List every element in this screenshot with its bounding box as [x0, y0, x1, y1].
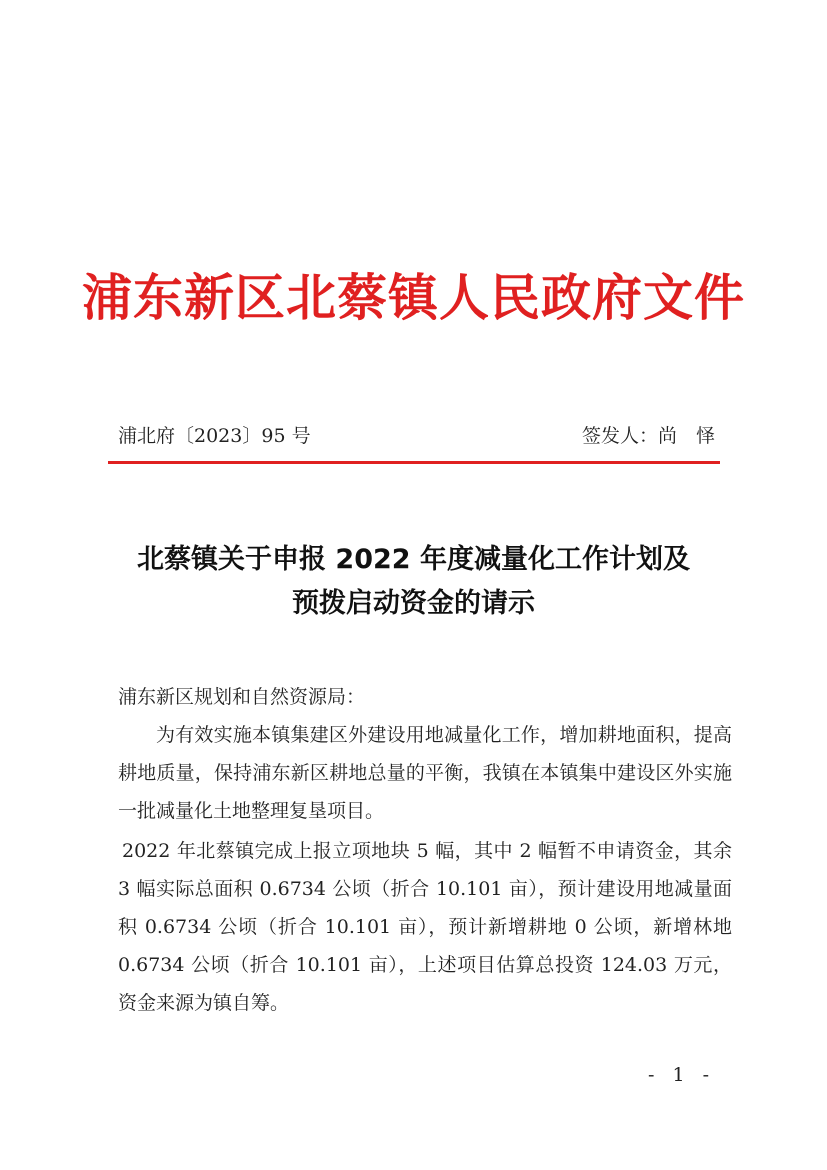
body-paragraph-1: 为有效实施本镇集建区外建设用地减量化工作，增加耕地面积，提高耕地质量，保持浦东新区耕地总量的平衡，我镇在本镇集中建设区外实施一批减量化土地整理复垦项目。 [118, 724, 732, 822]
signer: 签发人：尚 怿 [581, 425, 715, 447]
body-paragraph-2: 2022 年北蔡镇完成上报立项地块 5 幅，其中 2 幅暂不申请资金，其余 3 幅实际总面积 0.6734 公顷（折合 10.101 亩），预计建设用地减量面积 0.6734 公顷（折合 10.101 亩），预计新增耕地 0 公顷，新增林地 0.6734 公顷（折合 10.101 亩），上述项目估算总投资 124.03 万元，资金来源为镇自筹。 [118, 840, 732, 1014]
red-divider-line [108, 461, 720, 464]
subject-title-line-1: 北蔡镇关于申报 2022 年度减量化工作计划及 [137, 544, 690, 575]
document-body [118, 678, 732, 1022]
subject-title-line-2: 预拨启动资金的请示 [292, 588, 535, 619]
subject-title [100, 538, 727, 626]
document-header-title: 浦东新区北蔡镇人民政府文件 [82, 268, 745, 327]
page-number: - 1 - [648, 1064, 716, 1086]
document-number: 浦北府〔2023〕95 号 [118, 425, 311, 447]
salutation: 浦东新区规划和自然资源局： [118, 686, 366, 708]
